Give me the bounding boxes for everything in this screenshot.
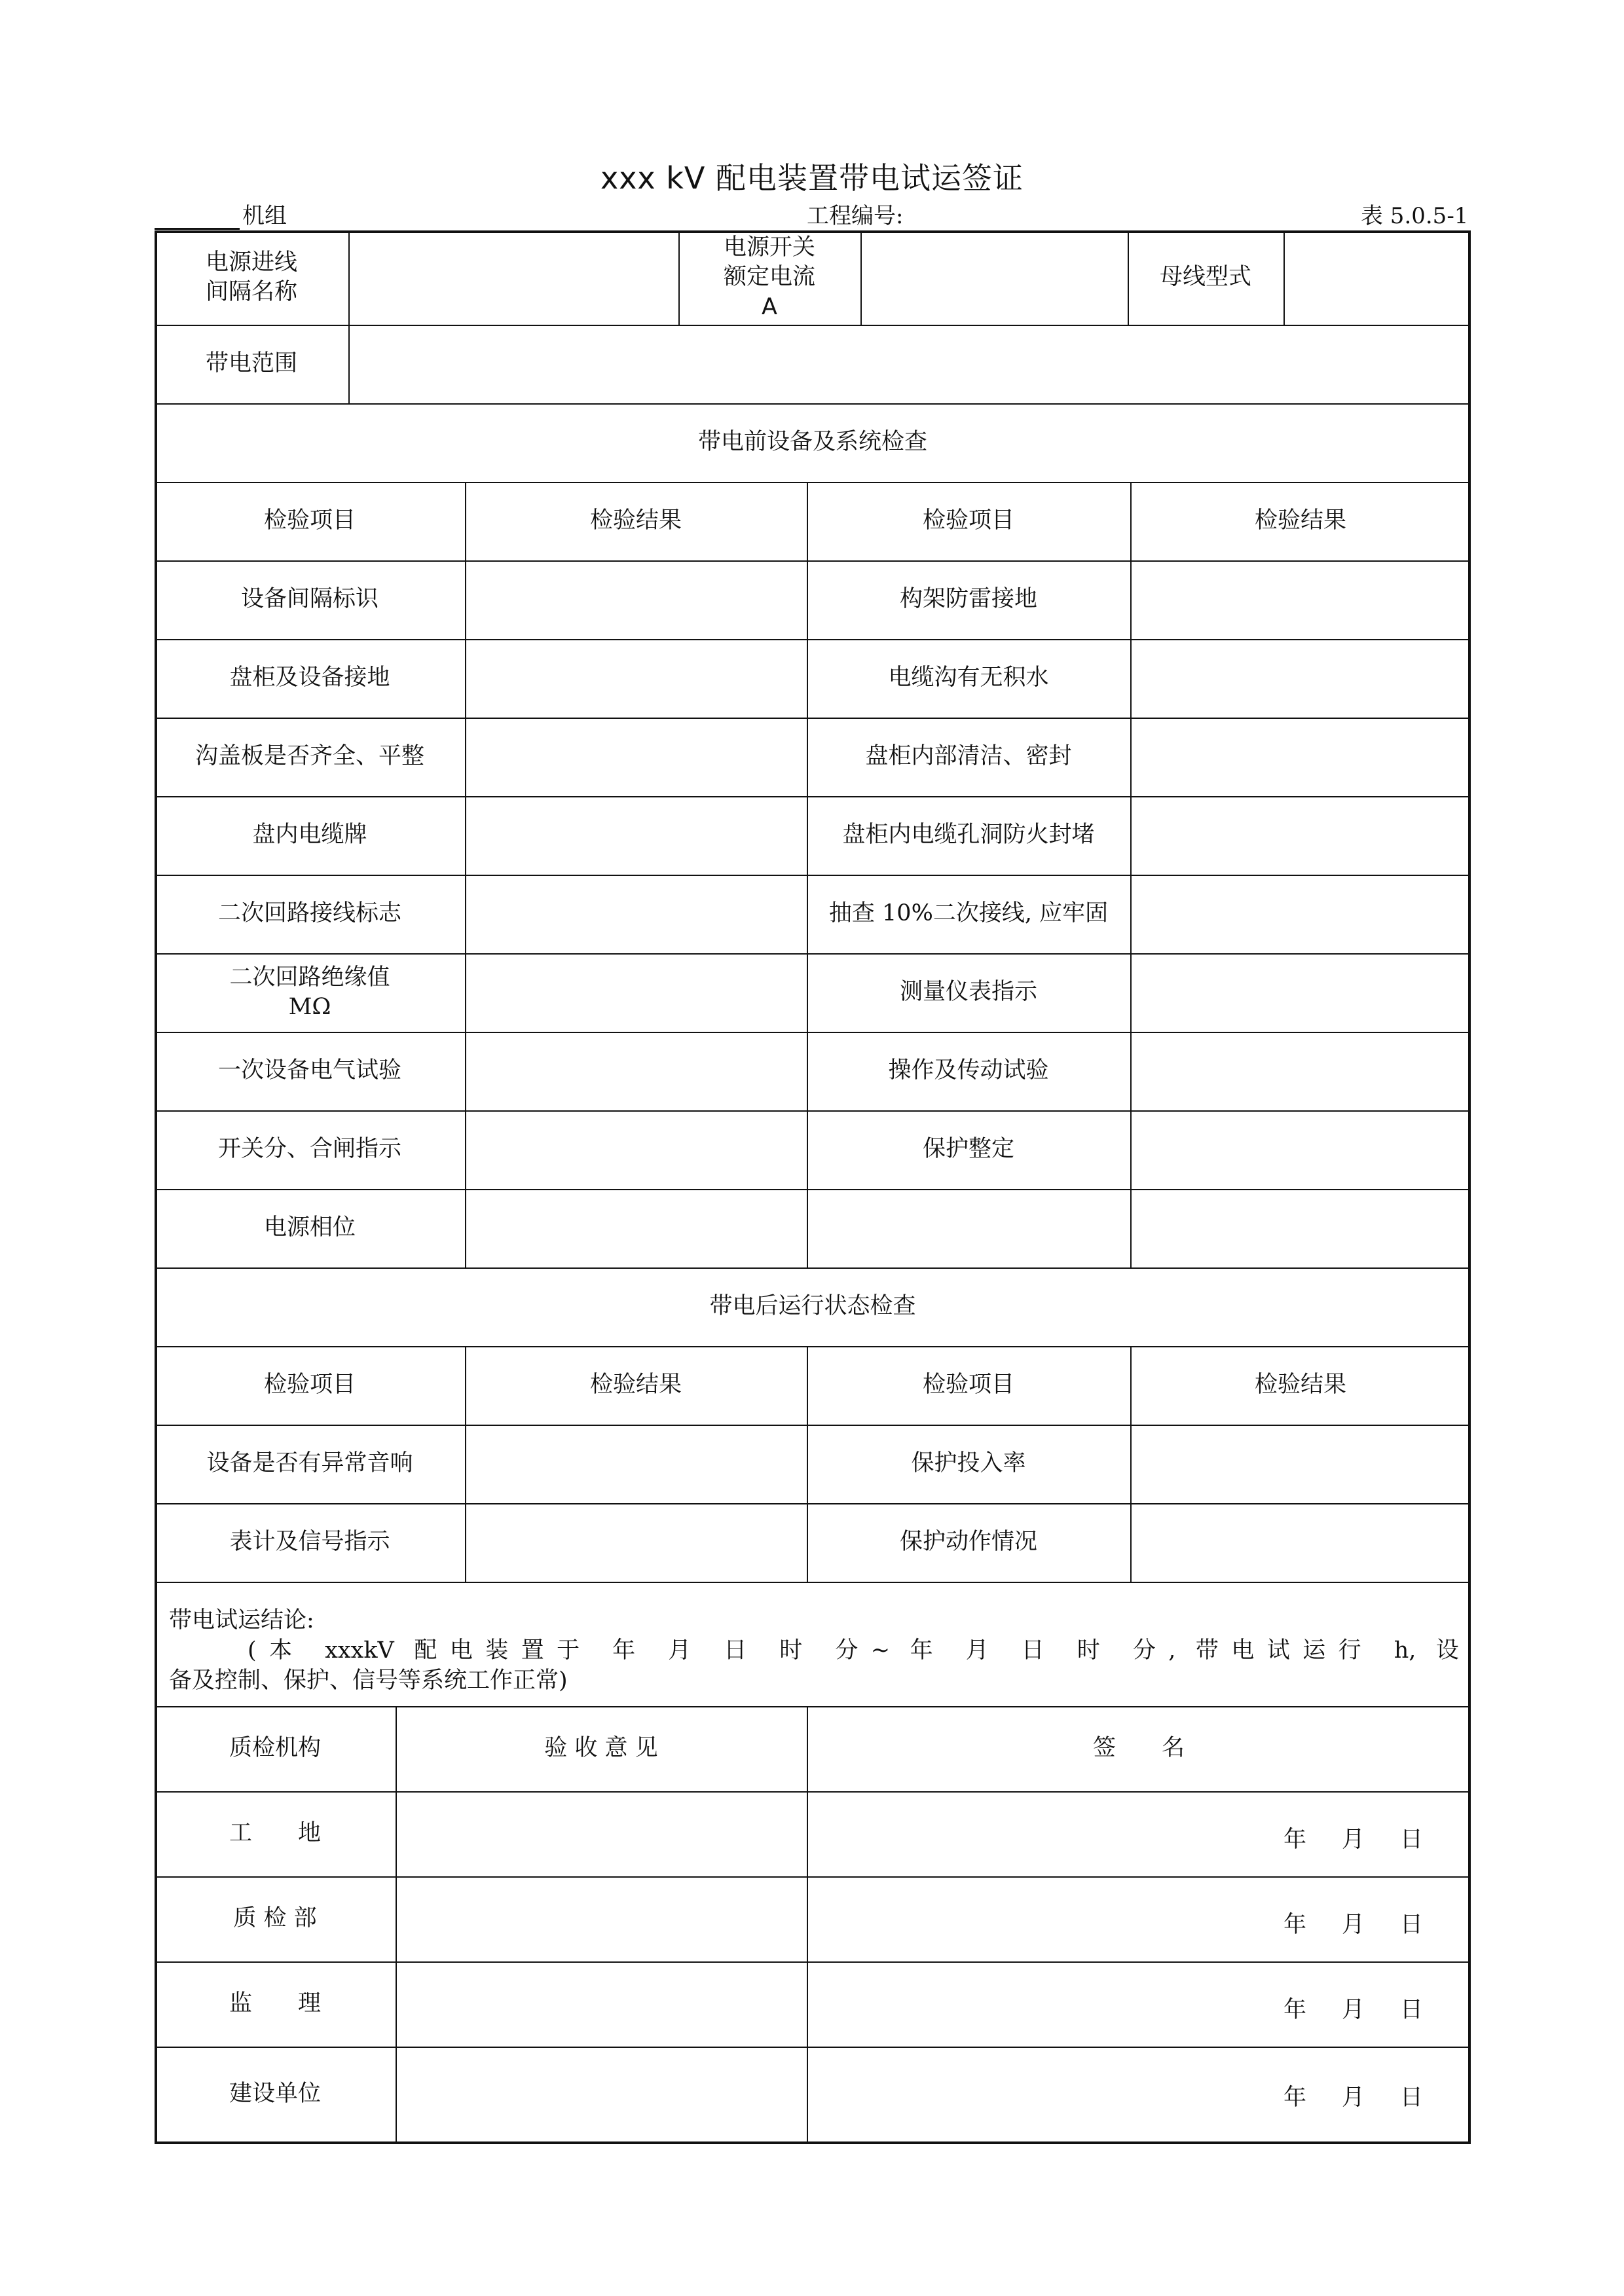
date-line: [1283, 2079, 1423, 2112]
header-check-item: 检验项目: [922, 507, 1014, 534]
unit-field: [155, 198, 287, 230]
header-qc-org: 质检机构: [229, 1735, 321, 1762]
unit-blank[interactable]: [155, 207, 240, 230]
month-label: 月: [1342, 2085, 1365, 2111]
row-divider: [155, 1582, 1471, 1583]
opinion-input[interactable]: [397, 2048, 805, 2140]
conclusion-text: 时: [1077, 1637, 1113, 1664]
check-item-left: 设备间隔标识: [240, 586, 378, 613]
form-title: xxx kV 配电装置带电试运签证: [600, 160, 1024, 196]
conclusion-text: 月: [668, 1637, 704, 1664]
source-label-line1: 电源进线: [205, 249, 297, 276]
insulation-label: 二次回路绝缘值: [229, 964, 390, 991]
header-check-result: 检验结果: [589, 1372, 682, 1398]
col-divider: [465, 482, 466, 1267]
check-item-left: 盘内电缆牌: [252, 822, 367, 848]
header-check-item: 检验项目: [922, 1372, 1014, 1398]
day-label: 日: [1400, 1997, 1424, 2023]
month-label: 月: [1342, 1827, 1365, 1853]
conclusion-statement: [169, 1635, 1459, 1666]
check-item-left: 电源相位: [263, 1214, 356, 1241]
month-label: 月: [1342, 1997, 1365, 2023]
conclusion-text: 年: [612, 1637, 648, 1664]
opinion-input[interactable]: [397, 1793, 805, 1875]
date-line: [1283, 1906, 1423, 1939]
check-item-right: 盘柜内部清洁、密封: [865, 743, 1072, 770]
conclusion-block[interactable]: [169, 1605, 1459, 1696]
date-line: [1283, 1821, 1423, 1854]
form-number: 表 5.0.5-1: [1361, 203, 1469, 229]
check-item-right: 保护投入率: [911, 1450, 1026, 1477]
switch-label-line1: 电源开关: [723, 234, 815, 261]
check-item-right: 测量仪表指示: [899, 979, 1037, 1006]
energize-range-input[interactable]: [350, 326, 1469, 402]
check-item-right: [807, 1189, 1130, 1267]
date-line: [1283, 1992, 1423, 2024]
org-site: 工 地: [229, 1820, 321, 1847]
header-signature: 签 名: [1092, 1735, 1185, 1762]
check-item-right: 保护动作情况: [899, 1529, 1037, 1556]
year-label: 年: [1283, 1827, 1307, 1853]
org-supervision: 监 理: [229, 1990, 321, 2017]
unit-label: 机组: [242, 203, 287, 229]
check-item-left: 设备是否有异常音响: [206, 1450, 413, 1477]
org-owner: 建设单位: [229, 2080, 321, 2107]
check-item-right: 保护整定: [922, 1136, 1014, 1163]
check-item-left: 二次回路接线标志: [217, 900, 401, 927]
check-item-left: 盘柜及设备接地: [229, 665, 390, 691]
conclusion-text: 时: [779, 1637, 815, 1664]
switch-rating-label: [678, 230, 860, 325]
header-check-item: 检验项目: [263, 507, 356, 534]
opinion-input[interactable]: [397, 1963, 805, 2045]
check-item-left: [155, 953, 465, 1032]
header-check-result: 检验结果: [1254, 507, 1346, 534]
project-number-label: 工程编号:: [807, 203, 904, 229]
switch-rating-input[interactable]: [862, 232, 1126, 323]
insulation-unit: MΩ: [288, 994, 331, 1020]
switch-unit: A: [762, 293, 777, 320]
header-acceptance-opinion: 验 收 意 见: [544, 1735, 658, 1762]
check-item-left: 表计及信号指示: [229, 1529, 390, 1556]
check-item-right: 盘柜内电缆孔洞防火封堵: [842, 822, 1095, 848]
conclusion-text: 日: [1021, 1637, 1058, 1664]
year-label: 年: [1283, 1997, 1307, 2023]
section-post-energize-title: 带电后运行状态检查: [709, 1293, 916, 1320]
energize-range-label: 带电范围: [205, 350, 297, 377]
org-qc-department: 质 检 部: [233, 1905, 317, 1932]
conclusion-statement-end: 备及控制、保护、信号等系统工作正常): [169, 1667, 568, 1694]
day-label: 日: [1400, 1827, 1424, 1853]
conclusion-text: 分, 带电试运行: [1132, 1637, 1375, 1664]
conclusion-text: 年: [910, 1637, 946, 1664]
check-item-right: 操作及传动试验: [888, 1057, 1049, 1084]
month-label: 月: [1342, 1912, 1365, 1938]
bus-type-input[interactable]: [1285, 232, 1469, 323]
conclusion-text: 分~: [835, 1637, 891, 1664]
header-check-result: 检验结果: [1254, 1372, 1346, 1398]
col-divider: [1130, 482, 1132, 1267]
section-pre-energize-title: 带电前设备及系统检查: [697, 429, 927, 456]
source-label-line2: 间隔名称: [205, 279, 297, 305]
conclusion-text: (本 xxxkV 配电装置于: [248, 1637, 593, 1664]
day-label: 日: [1400, 2085, 1424, 2111]
opinion-input[interactable]: [397, 1878, 805, 1960]
conclusion-text: 月: [965, 1637, 1002, 1664]
check-item-right: 抽查 10%二次接线, 应牢固: [828, 900, 1109, 927]
header-check-result: 检验结果: [589, 507, 682, 534]
source-bay-label: [155, 230, 348, 325]
check-item-right: 电缆沟有无积水: [888, 665, 1049, 691]
check-item-left: 开关分、合闸指示: [217, 1136, 401, 1163]
year-label: 年: [1283, 1912, 1307, 1938]
conclusion-text: h, 设: [1393, 1637, 1459, 1664]
day-label: 日: [1400, 1912, 1424, 1938]
header-check-item: 检验项目: [263, 1372, 356, 1398]
source-bay-input[interactable]: [350, 232, 677, 323]
bus-type-label: 母线型式: [1159, 264, 1251, 291]
check-item-right: 构架防雷接地: [899, 586, 1037, 613]
conclusion-text: 日: [724, 1637, 760, 1664]
check-item-left: 一次设备电气试验: [217, 1057, 401, 1084]
check-item-left: 沟盖板是否齐全、平整: [194, 743, 424, 770]
conclusion-label: 带电试运结论:: [169, 1607, 314, 1633]
switch-label-line2: 额定电流: [723, 264, 815, 291]
year-label: 年: [1283, 2085, 1307, 2111]
